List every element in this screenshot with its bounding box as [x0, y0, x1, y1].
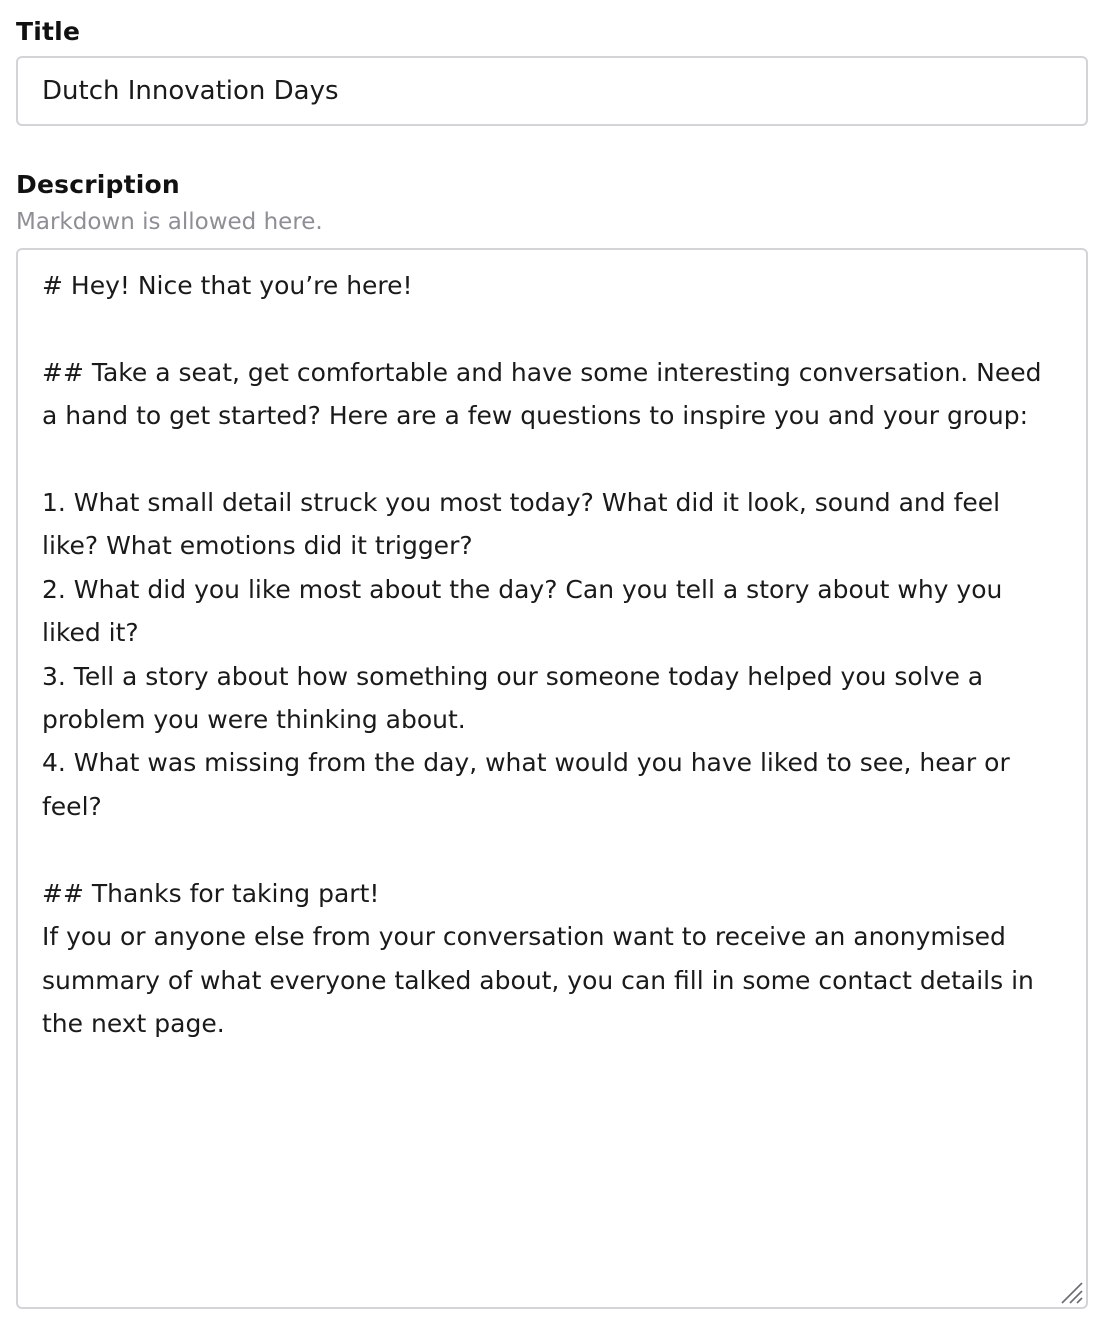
resize-handle-icon[interactable] [1058, 1279, 1084, 1305]
title-input[interactable] [16, 56, 1088, 126]
markdown-hint: Markdown is allowed here. [16, 209, 323, 235]
description-label: Description [16, 170, 180, 199]
description-textarea[interactable] [16, 248, 1088, 1309]
title-label: Title [16, 17, 81, 46]
description-wrapper [16, 248, 1088, 1309]
